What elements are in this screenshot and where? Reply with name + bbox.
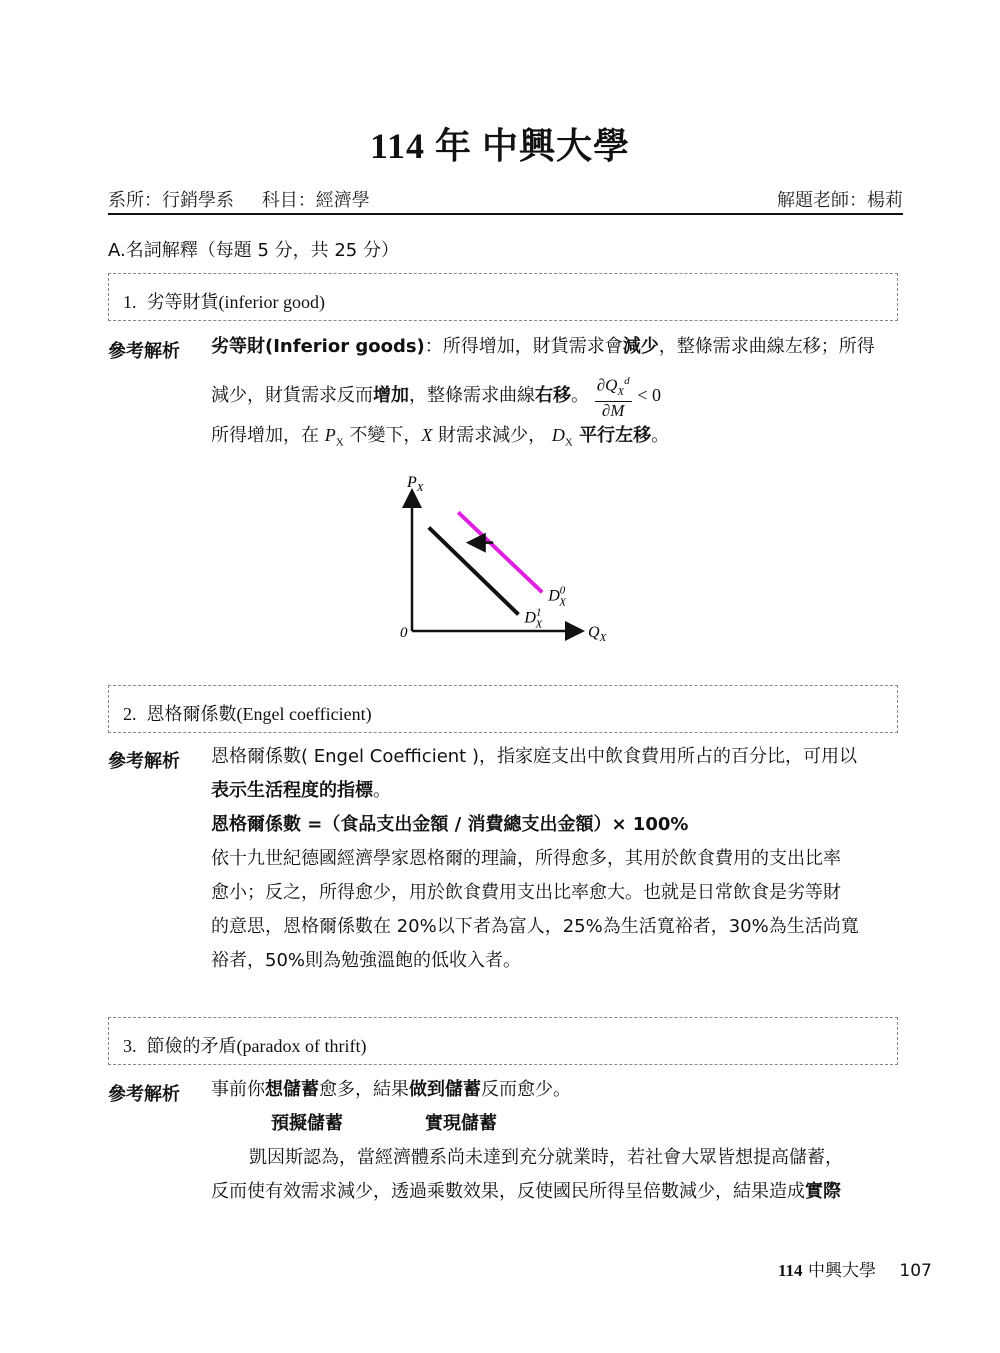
reference-label: 參考解析 <box>108 1084 180 1105</box>
subscript: X <box>564 436 573 449</box>
section-heading: A.名詞解釋（每題 5 分，共 25 分） <box>108 240 399 261</box>
question-en: (Engel coefficient) <box>236 704 372 724</box>
question-box-3 <box>108 1017 898 1065</box>
text: 凱因斯認為，當經濟體系尚未達到充分就業時，若社會大眾皆想提高儲蓄， <box>249 1147 843 1168</box>
text: 反而愈少。 <box>481 1079 571 1100</box>
question-number: 2. <box>123 704 137 724</box>
text: ，整條需求曲線 <box>409 385 535 407</box>
fraction-denominator: ∂M <box>601 401 625 421</box>
question-box-2 <box>108 685 898 733</box>
text-bold: 平行左移 <box>572 425 652 447</box>
demand-curve-label-0: $D^0$ X <box>548 584 566 609</box>
text: 財需求減少， <box>432 425 552 447</box>
question-zh: 劣等財貨 <box>146 292 219 313</box>
text: 的意思，恩格爾係數在 20%以下者為富人，25%為生活寬裕者，30%為生活尚寬 <box>211 916 859 937</box>
demand-curve-1 <box>429 528 519 615</box>
engel-formula: 恩格爾係數 =（食品支出金額 / 消費總支出金額）× 100% <box>211 814 689 835</box>
subscript: X <box>335 436 344 449</box>
reference-label: 參考解析 <box>108 751 180 772</box>
realized-saving-label: 實現儲蓄 <box>425 1113 497 1134</box>
text: 不變下， <box>343 425 422 447</box>
reference-label: 參考解析 <box>108 341 180 362</box>
text: 依十九世紀德國經濟學家恩格爾的理論，所得愈多，其用於飲食費用的支出比率 <box>211 848 841 869</box>
text-bold: 增加 <box>373 385 409 407</box>
text: 愈小；反之，所得愈少，用於飲食費用支出比率愈大。也就是日常飲食是劣等財 <box>211 882 841 903</box>
subject: 科目：經濟學 <box>261 190 370 211</box>
page-number: 107 <box>899 1261 932 1281</box>
text: 減少，財貨需求反而 <box>211 385 373 407</box>
footer-school: 中興大學 <box>807 1261 876 1281</box>
footer-year: 114 <box>778 1261 803 1280</box>
text: 事前你 <box>211 1079 265 1100</box>
question-number: 3. <box>123 1036 137 1056</box>
teacher: 解題老師：楊莉 <box>777 190 903 211</box>
text: 恩格爾係數( Engel Coefficient )，指家庭支出中飲食費用所占的百分比，可用以 <box>211 746 857 767</box>
answer-2 <box>211 740 903 978</box>
inequality: < 0 <box>637 385 662 406</box>
superscript: d <box>624 375 630 387</box>
text: ，整條需求曲線左移；所得 <box>658 336 875 357</box>
subscript: X <box>617 386 625 399</box>
text-bold: 減少 <box>622 336 659 357</box>
text-bold: 實際 <box>805 1181 841 1202</box>
y-axis-label: $P_X$ <box>407 474 424 494</box>
question-en: (inferior good) <box>218 292 325 312</box>
symbol: D <box>551 425 565 446</box>
text-bold: 做到儲蓄 <box>409 1079 481 1100</box>
question-box-1 <box>108 273 898 321</box>
symbol: X <box>421 425 433 446</box>
demand-curve-label-1: $D^1$ X <box>524 606 543 631</box>
text-bold: 右移 <box>535 385 571 407</box>
question-number: 1. <box>123 292 137 312</box>
header-divider <box>108 213 903 215</box>
x-axis-label: $Q_X$ <box>588 624 607 644</box>
text: 。 <box>651 425 670 447</box>
answer-3 <box>211 1073 903 1209</box>
text: 愈多，結果 <box>319 1079 409 1100</box>
origin-label: 0 <box>400 625 408 641</box>
symbol: P <box>324 425 336 446</box>
planned-saving-label: 預擬儲蓄 <box>271 1113 343 1134</box>
page-footer <box>778 1256 932 1281</box>
question-zh: 恩格爾係數 <box>146 704 237 725</box>
exam-meta <box>108 186 903 212</box>
text: 。 <box>571 385 589 407</box>
fraction-numerator: ∂Q <box>596 375 618 395</box>
question-zh: 節儉的矛盾 <box>146 1036 237 1057</box>
question-en: (paradox of thrift) <box>236 1036 367 1056</box>
page-title: 114 年 中興大學 <box>369 126 630 166</box>
text: 所得增加，在 <box>211 425 325 447</box>
term-bold: 劣等財(Inferior goods) <box>211 336 425 357</box>
text: ：所得增加，財貨需求會 <box>424 336 623 357</box>
text-bold: 想儲蓄 <box>265 1079 319 1100</box>
department: 系所：行銷學系 <box>108 190 234 211</box>
text: 。 <box>373 780 391 801</box>
text: 反而使有效需求減少，透過乘數效果，反使國民所得呈倍數減少，結果造成 <box>211 1181 805 1202</box>
text-bold: 表示生活程度的指標 <box>211 780 373 801</box>
demand-shift-chart <box>390 465 620 650</box>
text: 裕者，50%則為勉強溫飽的低收入者。 <box>211 950 522 971</box>
derivative-fraction <box>595 372 632 420</box>
answer-1 <box>211 330 903 460</box>
demand-curve-0 <box>458 512 542 592</box>
